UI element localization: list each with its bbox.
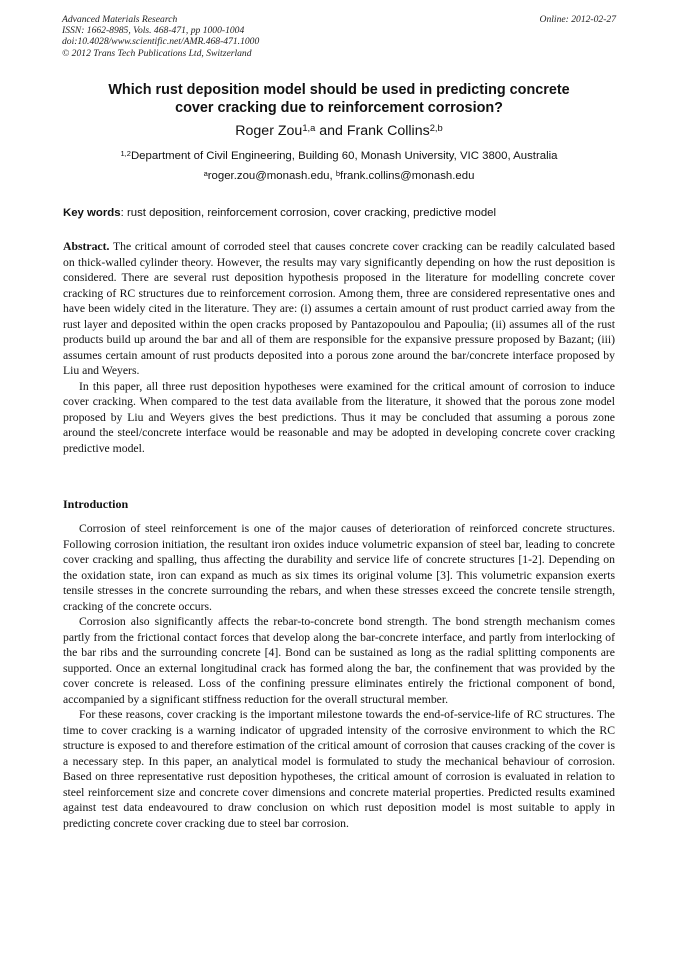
paper-title	[70, 81, 608, 117]
title-line-1: Which rust deposition model should be used in predicting concrete	[108, 82, 570, 98]
section-heading-introduction: Introduction	[63, 497, 129, 511]
affiliation	[62, 149, 616, 163]
email-separator: ,	[329, 170, 336, 182]
keywords	[63, 206, 615, 220]
author-2-affil-mark: 2,b	[429, 122, 443, 133]
author-list	[62, 122, 616, 140]
intro-paragraph-2: Corrosion also significantly affects the rebar-to-concrete bond strength. The bond strength mechanism comes partly from the frictional contact forces that develop along the bar-concrete interface, and partly from interlocking of the bar ribs and the surrounding concrete [4]. Bond can be sustained as long as the radial splitting components are supported. Once an external longitudinal crack has formed along the bar, the confinement that was provided by the cover concrete is released. Loss of the confining pressure eliminates entirely the frictional component of bond, accompanied by a significant stiffness reduction for the overall structural member.	[63, 615, 615, 706]
email-b: frank.collins@monash.edu	[340, 170, 475, 182]
email-b-mark: b	[335, 168, 341, 178]
email-a-mark: a	[203, 168, 208, 178]
author-separator: and	[315, 123, 347, 139]
journal-name: Advanced Materials Research	[62, 14, 178, 25]
journal-issn: ISSN: 1662-8985, Vols. 468-471, pp 1000-1004	[62, 25, 245, 37]
abstract-label: Abstract.	[63, 240, 110, 253]
online-date: Online: 2012-02-27	[539, 14, 616, 25]
email-a: roger.zou@monash.edu	[207, 170, 330, 182]
author-2: Frank Collins	[346, 123, 430, 139]
author-1-affil-mark: 1,a	[302, 122, 316, 133]
abstract-text-1: The critical amount of corroded steel that causes concrete cover cracking can be readily calculated based on thick-walled cylinder theory. However, the results may vary significantly depending on how the rust deposition is considered. There are several rust deposition hypothesis proposed in the literature for modelling concrete cover cracking of RC structures due to reinforcement corrosion. Among them, three are considered representative ones and have been widely cited in the literature. They are: (i) assumes a certain amount of rust product carried away from the rust layer and deposited within the open cracks proposed by Pantazopoulou and Papoulia; (ii) assumes all of the rust products build up around the bar and all of them are responsible for the expansive pressure proposed by Bazant; (iii) assumes certain amount of rust products deposited into a porous zone around the bar/concrete interface proposed by Liu and Weyers.	[63, 240, 615, 377]
intro-paragraph-1: Corrosion of steel reinforcement is one of the major causes of deterioration of reinforced concrete structures. Following corrosion initiation, the resultant iron oxides induce volumetric expansion of steel bar, leading to concrete cover cracking and spalling, thus affecting the durability and service life of concrete structures [1-2]. Depending on the oxidation state, iron can expand as much as six times its original volume [3]. This volumetric expansion exerts tensile stresses in the concrete surrounding the rebars, and when these stresses exceed the concrete tensile strength, cracking of the concrete occurs.	[63, 522, 615, 613]
author-emails	[62, 169, 616, 183]
abstract	[63, 239, 615, 456]
affiliation-mark: 1,2	[120, 148, 131, 158]
title-line-2: cover cracking due to reinforcement corrosion?	[175, 100, 503, 116]
journal-copyright: © 2012 Trans Tech Publications Ltd, Switzerland	[62, 47, 252, 59]
affiliation-text: Department of Civil Engineering, Building 60, Monash University, VIC 3800, Australia	[130, 150, 558, 162]
author-1: Roger Zou	[235, 123, 303, 139]
keywords-label: Key words	[63, 207, 121, 219]
intro-paragraph-3: For these reasons, cover cracking is the important milestone towards the end-of-service-life of RC structures. The time to cover cracking is a warning indicator of upgraded intensity of the corrosive environment to which the RC structure is exposed to and therefore estimation of the critical amount of corrosion that causes cracking of the cover is a necessary step. In this paper, an analytical model is formulated to study the mechanical behaviour of corrosion. Based on three representative rust deposition hypotheses, the critical amount of corrosion is evaluated in relation to steel reinforcement size and concrete cover dimensions and concrete material properties. Predicted results examined against test data endeavoured to draw conclusion on which rust deposition model is most suitable to apply in predicting concrete cover cracking due to steel bar corrosion.	[63, 708, 615, 830]
journal-info	[62, 14, 259, 59]
journal-doi: doi:10.4028/www.scientific.net/AMR.468-471.1000	[62, 36, 260, 48]
introduction-body	[63, 521, 615, 831]
abstract-paragraph-2: In this paper, all three rust deposition hypotheses were examined for the critical amount of corrosion to induce cover cracking. When compared to the test data available from the literature, it showed that the porous zone model proposed by Liu and Weyers gives the best predictions. Thus it may be concluded that assuming a porous zone around the steel/concrete interface would be reasonable and may be adopted in developing concrete cover cracking predictive model.	[63, 379, 615, 455]
keywords-text: : rust deposition, reinforcement corrosion, cover cracking, predictive model	[120, 207, 497, 219]
abstract-paragraph-1	[63, 239, 615, 379]
